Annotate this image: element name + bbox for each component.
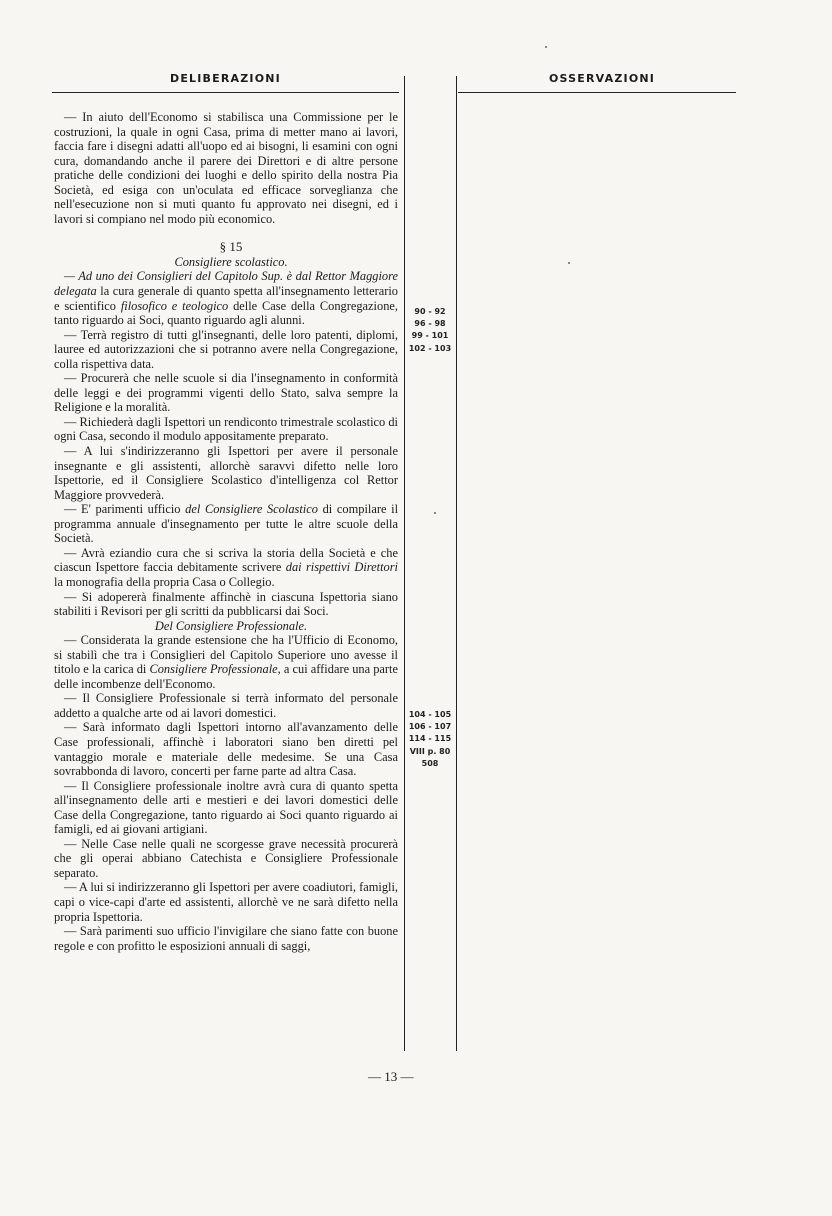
text-c: a cui affidare una parte delle incombenze dell'Economo. xyxy=(54,662,398,691)
margin-ref: 106 - 107 xyxy=(408,722,452,732)
column-divider-right xyxy=(456,76,457,1051)
text-c: di compilare il programma annuale d'insegnamento per tutte le altre scuole della Società. xyxy=(54,502,399,546)
paragraph: — Il Consigliere professionale inoltre avrà cura di quanto spetta all'insegnamento delle arti e mestieri e dei lavori domestici delle Case della Congregazione, tanto riguardo ai Soci quanto riguardo ai famigli, ed ai giovani artigiani. xyxy=(54,778,398,837)
paper-speck xyxy=(545,46,547,48)
paragraph: — Nelle Case nelle quali ne scorgesse grave necessità procurerà che gli operai abbiano Catechista e Consigliere Professionale separato. xyxy=(54,836,398,880)
storia-paragraph xyxy=(54,546,398,590)
lead-italic: — Ad uno dei Consiglieri del Capitolo Sup. è dal Rettor Maggiore delegata xyxy=(54,269,398,299)
italic-b: dai rispettivi Direttori xyxy=(285,560,398,575)
text-c: la monografia della propria Casa o Collegio. xyxy=(54,574,275,589)
paragraph: — A lui s'indirizzeranno gli Ispettori per avere il personale insegnante e gli assistenti, allorchè saravvi difetto nelle loro Ispettorie, ed il Consigliere Scolastico d'intelligenza col Rettor Maggiore provvederà. xyxy=(54,444,398,502)
subsection-title: Del Consigliere Professionale. xyxy=(154,618,308,633)
revisori-paragraph: — Si adopererà finalmente affinchè in ciascuna Ispettoria siano stabiliti i Revisori per gli scritti da pubblicarsi dai Soci. xyxy=(54,589,398,619)
text-a: — Avrà eziandio cura che si scriva la storia della Società e che ciascun Ispettore faccia debitamente scrivere xyxy=(54,545,398,575)
osservazioni-header: OSSERVAZIONI xyxy=(549,72,656,85)
paragraph: — Sarà informato dagli Ispettori intorno all'avanzamento delle Case professionali, affinchè i laboratori siano ben diretti pel vantaggio morale e materiale delle medesime. Se una Casa sovrabbonda di lavoro, concerti per farne parte ad altra Casa. xyxy=(54,720,398,779)
margin-ref: 114 - 115 xyxy=(408,734,452,744)
margin-ref: 90 - 92 xyxy=(414,307,446,316)
paper-speck xyxy=(568,262,570,264)
deliberazioni-header: DELIBERAZIONI xyxy=(170,72,281,85)
margin-ref: 99 - 101 xyxy=(411,331,449,341)
margin-ref: VIII p. 80 xyxy=(409,746,451,756)
text-a: — Considerata la grande estensione che ha l'Ufficio di Economo, si stabilì che tra i Consiglieri del Capitolo Superiore uno avesse il titolo e la carica di xyxy=(54,633,398,677)
text-a: la cura generale di quanto spetta all'insegnamento letterario e scientifico xyxy=(54,284,398,313)
paragraph: — Richiederà dagli Ispettori un rendiconto trimestrale scolastico di ogni Casa, secondo il modulo appositamente preparato. xyxy=(54,414,398,444)
paragraph: — Procurerà che nelle scuole si dia l'insegnamento in conformità delle leggi e dei programmi vigenti dello Stato, salva sempre la Religione e la moralità. xyxy=(54,371,398,415)
header-rule-right xyxy=(458,92,736,93)
text-a: — E' parimenti ufficio xyxy=(64,502,186,517)
paragraph: — Sarà parimenti suo ufficio l'invigilare che siano fatte con buone regole e con profitto le esposizioni annuali di saggi, xyxy=(54,924,398,953)
italic-b: filosofico e teologico xyxy=(120,298,229,313)
margin-ref: 104 - 105 xyxy=(408,710,452,719)
paragraph: — Terrà registro di tutti gl'insegnanti, delle loro patenti, diplomi, lauree ed autorizzazioni che si potranno avere nella Congregazione, colla rispettiva data. xyxy=(54,327,398,371)
page-number: — 13 — xyxy=(368,1069,414,1084)
column-divider-left xyxy=(404,76,405,1051)
text-c: delle Case della Congregazione, tanto riguardo ai Soci, quanto riguardo agli alunni. xyxy=(54,298,398,328)
margin-references-professionale xyxy=(405,709,455,770)
margin-references-scolastico xyxy=(405,306,455,355)
section-number: § 15 xyxy=(219,239,243,255)
intro-paragraph: — In aiuto dell'Economo si stabilisca una Commissione per le costruzioni, la quale in ogni Casa, prima di metter mano ai lavori, faccia fare i disegni adatti all'uopo ed ai bisogni, li esamini con ogni cura, domandando anche il parere dei Direttori e di altre persone pratiche delle condizioni dei luoghi e dello spirito della nostra Pia Società, ed esiga con un'oculata ed efficace sorveglianza che nell'esecuzione non si muti quanto fu approvato nei disegni, ed i lavori si compiano nel modo più economico. xyxy=(54,110,398,226)
paragraph: — Il Consigliere Professionale si terrà informato del personale addetto a qualche arte od ai lavori domestici. xyxy=(54,691,398,720)
margin-ref: 96 - 98 xyxy=(414,319,446,329)
scolastico-first-paragraph xyxy=(54,269,398,327)
header-rule-left xyxy=(52,92,399,93)
margin-ref: 508 xyxy=(421,758,439,768)
italic-b: Consigliere Professionale, xyxy=(149,662,281,677)
paragraph: — A lui si indirizzeranno gli Ispettori per avere coadiutori, famigli, capi o vice-capi d'arte ed assistenti, allorchè ve ne sarà difetto nella propria Ispettoria. xyxy=(54,880,398,924)
italic-b: del Consigliere Scolastico xyxy=(185,502,318,517)
margin-ref: 102 - 103 xyxy=(408,343,452,353)
deliberazioni-column xyxy=(54,110,398,953)
paper-speck xyxy=(434,512,436,514)
ufficio-paragraph xyxy=(54,502,398,546)
professionale-first-paragraph xyxy=(54,633,398,691)
section-title: Consigliere scolastico. xyxy=(174,254,288,269)
